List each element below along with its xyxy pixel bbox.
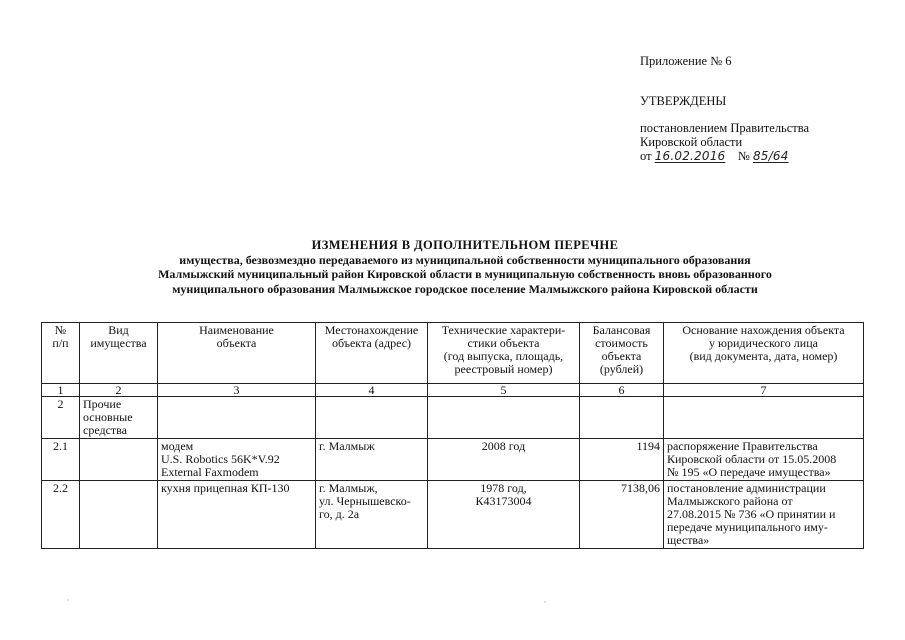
cell-basis <box>664 397 864 439</box>
cell-address <box>316 397 428 439</box>
column-header-3: Наименование объекта <box>158 323 316 384</box>
column-header-7: Основание нахождения объекта у юридического лица (вид документа, дата, номер) <box>664 323 864 384</box>
cell-cost: 1194 <box>580 439 664 481</box>
column-header-1: № п/п <box>42 323 80 384</box>
column-number: 5 <box>428 384 580 397</box>
title-line: Малмыжский муниципальный район Кировской области в муниципальную собственность вновь образованного <box>158 267 772 281</box>
handwritten-date: 16.02.2016 <box>654 149 726 163</box>
property-table <box>41 322 864 549</box>
scan-specks <box>0 596 905 606</box>
cell-number: 2.2 <box>42 481 80 549</box>
table-row <box>42 439 864 481</box>
cell-number: 2 <box>42 397 80 439</box>
title-line: имущества, безвозмездно передаваемого из муниципальной собственности муниципального образования <box>179 252 751 267</box>
date-prefix: от <box>640 149 652 163</box>
column-header-6: Балансовая стоимость объекта (рублей) <box>580 323 664 384</box>
handwritten-number: 85/64 <box>752 149 789 163</box>
table-row <box>42 481 864 549</box>
approved-label: УТВЕРЖДЕНЫ <box>640 94 727 108</box>
column-number: 3 <box>158 384 316 397</box>
column-number-row <box>42 384 864 397</box>
cell-tech: 1978 год, К43173004 <box>428 481 580 549</box>
appendix-label: Приложение № 6 <box>640 54 732 68</box>
cell-name: кухня прицепная КП-130 <box>158 481 316 549</box>
cell-number: 2.1 <box>42 439 80 481</box>
cell-type: Прочие основные средства <box>80 397 158 439</box>
table-row <box>42 397 864 439</box>
table-header-row <box>42 323 864 384</box>
title-line: муниципального образования Малмыжское городское поселение Малмыжского района Кировской области <box>172 281 758 296</box>
cell-cost: 7138,06 <box>580 481 664 549</box>
cell-basis: постановление администрации Малмыжского района от 27.08.2015 № 736 «О принятии и передаче муниципального иму- щества» <box>664 481 864 549</box>
cell-name <box>158 397 316 439</box>
cell-name: модем U.S. Robotics 56K*V.92 External Faxmodem <box>158 439 316 481</box>
cell-tech <box>428 397 580 439</box>
column-number: 6 <box>580 384 664 397</box>
column-number: 7 <box>664 384 864 397</box>
decree-line: постановлением Правительства <box>640 121 810 135</box>
column-header-5: Технические характери- стики объекта (год выпуска, площадь, реестровый номер) <box>428 323 580 384</box>
cell-tech: 2008 год <box>428 439 580 481</box>
column-header-4: Местонахождение объекта (адрес) <box>316 323 428 384</box>
title-main: ИЗМЕНЕНИЯ В ДОПОЛНИТЕЛЬНОМ ПЕРЕЧНЕ <box>311 238 619 252</box>
number-prefix: № <box>737 149 750 163</box>
cell-address: г. Малмыж <box>316 439 428 481</box>
cell-basis: распоряжение Правительства Кировской области от 15.05.2008 № 195 «О передаче имущества» <box>664 439 864 481</box>
cell-type <box>80 481 158 549</box>
column-number: 4 <box>316 384 428 397</box>
decree-date-line <box>640 149 840 163</box>
column-number: 2 <box>80 384 158 397</box>
decree-block <box>640 121 840 163</box>
decree-line: Кировской области <box>640 135 743 149</box>
column-number: 1 <box>42 384 80 397</box>
cell-cost <box>580 397 664 439</box>
cell-address: г. Малмыж, ул. Чернышевско- го, д. 2а <box>316 481 428 549</box>
cell-type <box>80 439 158 481</box>
column-header-2: Вид имущества <box>80 323 158 384</box>
document-title <box>70 238 860 296</box>
